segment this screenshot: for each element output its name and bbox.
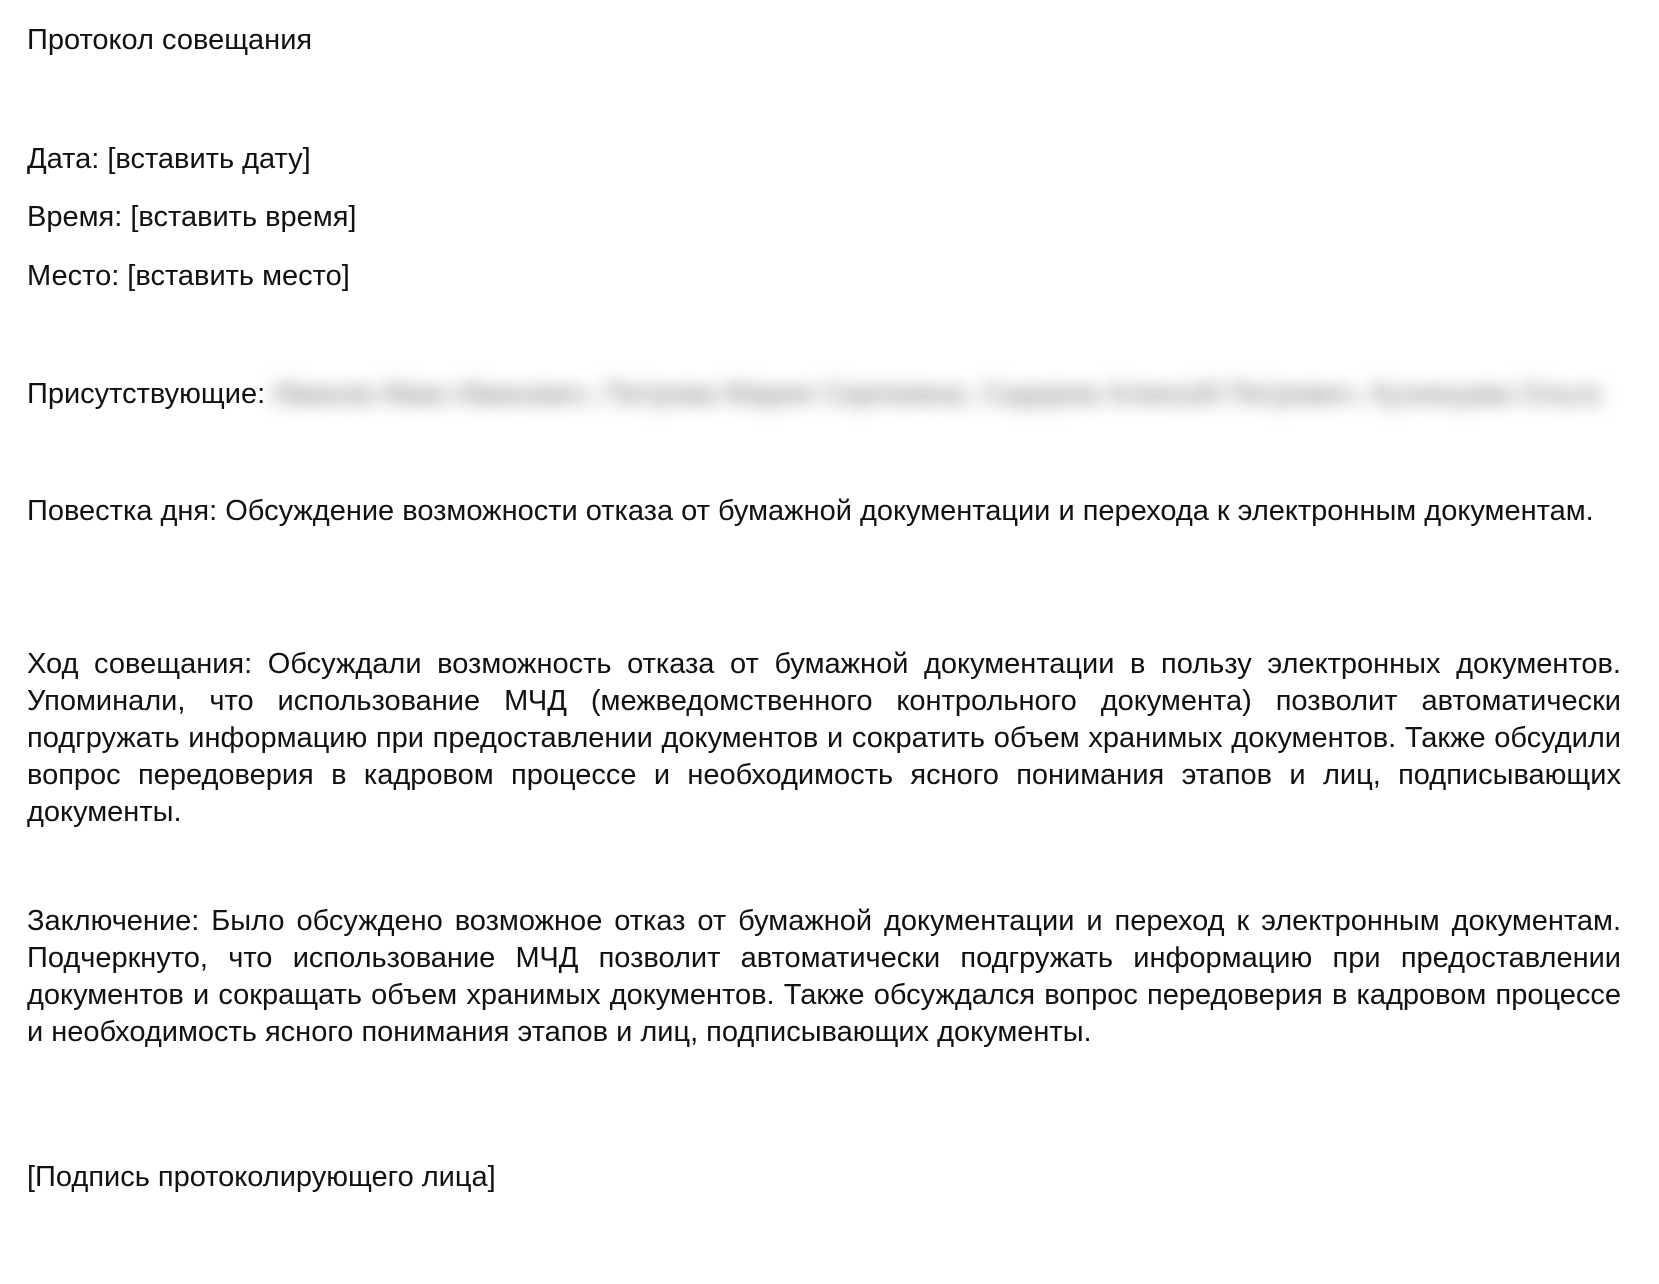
meeting-place: Место: [вставить место] xyxy=(27,260,350,292)
document-title: Протокол совещания xyxy=(27,24,313,56)
attendees-line xyxy=(27,376,1600,413)
attendees-value: Иванов Иван Иванович, Петрова Мария Сергеевна, Сидоров Алексей Петрович, Кузнецова Ольга xyxy=(273,378,1601,410)
proceedings-paragraph: Ход совещания: Обсуждали возможность отказа от бумажной документации в пользу электронных документов. Упоминали, что использование МЧД (межведомственного контрольного документа) позволит автоматически подгружать информацию при предоставлении документов и сократить объем хранимых документов. Также обсудили вопрос передоверия в кадровом процессе и необходимость ясного понимания этапов и лиц, подписывающих документы. xyxy=(27,648,1621,828)
meeting-time: Время: [вставить время] xyxy=(27,201,357,233)
meeting-date: Дата: [вставить дату] xyxy=(27,143,311,175)
signature-placeholder: [Подпись протоколирующего лица] xyxy=(27,1161,496,1193)
conclusion-paragraph: Заключение: Было обсуждено возможное отказ от бумажной документации и переход к электронным документам. Подчеркнуто, что использование МЧД позволит автоматически подгружать информацию при предоставлении документов и сокращать объем хранимых документов. Также обсуждался вопрос передоверия в кадровом процессе и необходимость ясного понимания этапов и лиц, подписывающих документы. xyxy=(27,905,1621,1048)
agenda-paragraph: Повестка дня: Обсуждение возможности отказа от бумажной документации и перехода к электронным документам. xyxy=(27,495,1594,527)
attendees-label: Присутствующие: xyxy=(27,378,266,410)
